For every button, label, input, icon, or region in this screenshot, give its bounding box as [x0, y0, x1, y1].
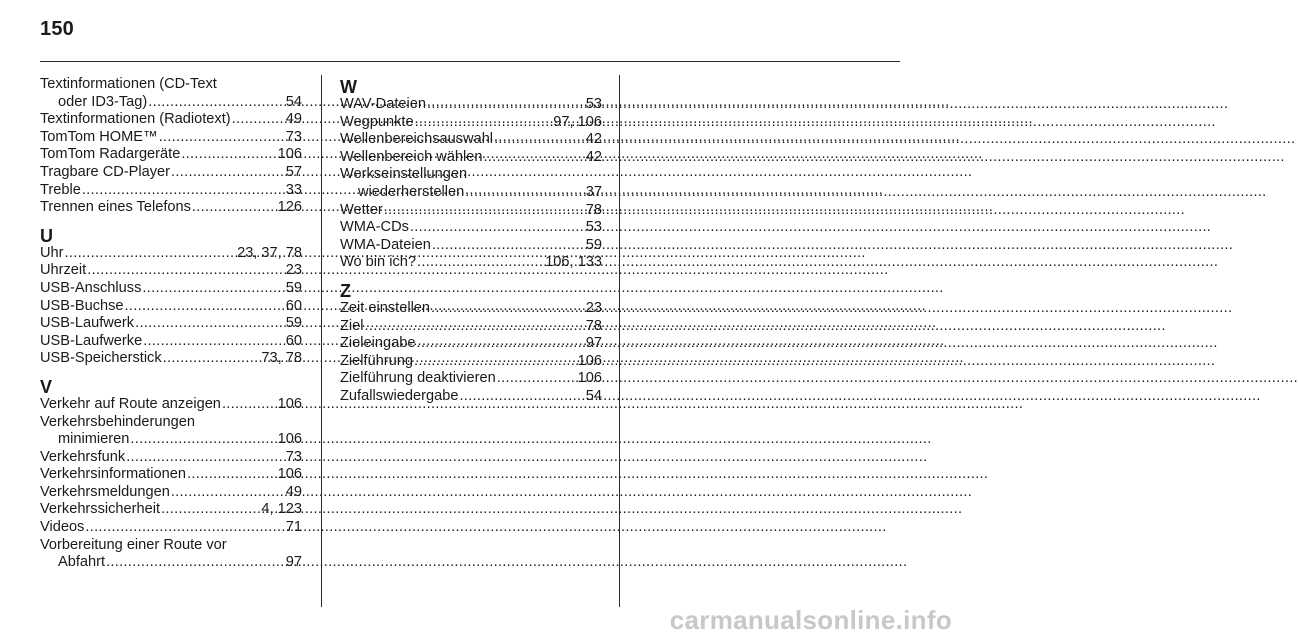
page-reference[interactable]: 49 — [285, 111, 302, 128]
index-term: Zielführung — [340, 352, 414, 369]
leader-dots — [161, 501, 260, 519]
index-entry[interactable] — [40, 76, 302, 111]
index-term: Zufallswiedergabe — [340, 387, 459, 404]
index-term: oder ID3-Tag) — [58, 93, 148, 110]
index-entry[interactable] — [40, 111, 302, 129]
index-term: Uhrzeit — [40, 262, 87, 279]
page-reference[interactable]: 73 — [285, 128, 302, 145]
index-term: WAV-Dateien — [340, 96, 426, 112]
index-entry[interactable] — [340, 96, 602, 114]
index-column-1 — [40, 76, 302, 572]
page-reference[interactable]: 78 — [585, 317, 602, 334]
leader-dots — [232, 111, 285, 129]
page-reference[interactable]: 42 — [585, 131, 602, 148]
leader-dots — [427, 96, 585, 114]
index-entry[interactable] — [340, 149, 602, 167]
page-reference[interactable]: 78 — [585, 201, 602, 218]
index-entry[interactable] — [40, 350, 302, 368]
leader-dots — [432, 237, 585, 255]
index-entry[interactable] — [340, 318, 602, 336]
page-reference[interactable]: 59 — [285, 315, 302, 332]
leader-dots — [410, 219, 585, 237]
leader-dots — [497, 370, 577, 388]
section-letter: Z — [340, 280, 351, 301]
index-entry[interactable] — [40, 182, 302, 200]
leader-dots — [126, 449, 285, 467]
page-reference[interactable]: 106 — [577, 352, 602, 369]
index-entry[interactable] — [40, 280, 302, 298]
index-term: Trennen eines Telefons — [40, 199, 191, 216]
leader-dots — [125, 298, 285, 316]
page-reference[interactable]: 53 — [585, 219, 602, 236]
index-term: Verkehrsinformationen — [40, 466, 187, 483]
page-reference[interactable]: 53 — [585, 96, 602, 112]
index-entry[interactable] — [40, 537, 302, 572]
page-reference[interactable]: 54 — [285, 93, 302, 110]
leader-dots — [171, 484, 285, 502]
index-entry[interactable] — [340, 166, 602, 201]
watermark: carmanualsonline.info — [669, 605, 952, 635]
index-entry[interactable] — [340, 131, 602, 149]
column-divider — [321, 75, 322, 607]
index-term: Verkehrssicherheit — [40, 501, 161, 518]
index-term: WMA-Dateien — [340, 236, 431, 253]
leader-dots — [222, 396, 277, 414]
leader-dots — [187, 466, 277, 484]
page-reference[interactable]: 57 — [285, 163, 302, 180]
index-entry[interactable] — [40, 414, 302, 449]
leader-dots — [130, 431, 276, 449]
page-reference[interactable]: 59 — [585, 236, 602, 253]
index-column-2 — [340, 76, 602, 406]
index-term: Verkehr auf Route anzeigen — [40, 395, 221, 412]
leader-dots — [148, 94, 285, 112]
index-term: WMA-CDs — [340, 219, 409, 236]
index-entry[interactable] — [40, 129, 302, 147]
page-reference[interactable]: 23 — [285, 262, 302, 279]
index-entry[interactable] — [340, 202, 602, 220]
index-entry[interactable] — [340, 335, 602, 353]
index-entry[interactable] — [340, 300, 602, 318]
index-term: Wetter — [340, 201, 383, 218]
index-entry[interactable] — [340, 388, 602, 406]
index-term: Wegpunkte — [340, 113, 414, 130]
page-reference[interactable]: 106 — [277, 466, 302, 483]
index-term: Verkehrsfunk — [40, 448, 126, 465]
leader-dots — [87, 262, 285, 280]
leader-dots — [143, 333, 285, 351]
page-reference[interactable]: 126 — [277, 199, 302, 216]
index-entry[interactable] — [40, 315, 302, 333]
page-reference[interactable]: 59 — [285, 279, 302, 296]
leader-dots — [416, 335, 584, 353]
index-term: Textinformationen (CD-Text — [40, 76, 217, 92]
leader-dots — [159, 129, 285, 147]
leader-dots — [365, 318, 585, 336]
leader-dots — [85, 519, 284, 537]
page-reference[interactable]: 42 — [585, 148, 602, 165]
index-entry[interactable] — [40, 245, 302, 263]
index-term: wiederherstellen — [358, 183, 465, 200]
index-term: Verkehrsmeldungen — [40, 483, 170, 500]
index-entry[interactable] — [340, 219, 602, 237]
leader-dots — [192, 199, 277, 217]
index-term: USB-Buchse — [40, 297, 124, 314]
index-entry[interactable] — [40, 519, 302, 537]
index-term: TomTom Radargeräte — [40, 146, 181, 163]
index-term: Vorbereitung einer Route vor — [40, 536, 227, 553]
index-term: USB-Speicherstick — [40, 350, 162, 367]
page-reference[interactable]: 106 — [277, 395, 302, 412]
index-term: Zeit einstellen — [340, 299, 431, 316]
column-divider — [619, 75, 620, 607]
leader-dots — [135, 315, 285, 333]
page-reference[interactable]: 60 — [285, 297, 302, 314]
index-term: Wellenbereich wählen — [340, 148, 483, 165]
index-term: Zieleingabe — [340, 335, 416, 352]
index-term: Uhr — [40, 244, 64, 261]
header-rule — [40, 61, 900, 62]
index-term: Textinformationen (Radiotext) — [40, 111, 231, 128]
page-reference[interactable]: 60 — [285, 332, 302, 349]
leader-dots — [459, 388, 584, 406]
page-reference[interactable]: 106 — [277, 146, 302, 163]
leader-dots — [484, 149, 585, 167]
page-reference[interactable]: 54 — [585, 387, 602, 404]
index-term: Videos — [40, 519, 85, 536]
leader-dots — [171, 164, 285, 182]
leader-dots — [65, 245, 237, 263]
leader-dots — [417, 254, 544, 272]
index-entry[interactable] — [40, 164, 302, 182]
page-reference[interactable]: 23 — [585, 299, 602, 316]
leader-dots — [82, 182, 285, 200]
section-letter: W — [340, 77, 357, 97]
index-entry[interactable] — [340, 254, 602, 272]
leader-dots — [414, 353, 577, 371]
index-entry[interactable] — [40, 333, 302, 351]
index-entry[interactable] — [40, 199, 302, 217]
index-term: USB-Laufwerk — [40, 315, 135, 332]
page-reference[interactable]: 49 — [285, 483, 302, 500]
page-reference[interactable]: 106 — [577, 370, 602, 387]
index-term: USB-Anschluss — [40, 279, 142, 296]
page-reference[interactable]: 106, 133 — [545, 254, 602, 271]
leader-dots — [415, 114, 553, 132]
index-entry[interactable] — [40, 484, 302, 502]
index-entry[interactable] — [40, 396, 302, 414]
index-entry[interactable] — [40, 466, 302, 484]
index-entry[interactable] — [40, 449, 302, 467]
index-entry[interactable] — [40, 146, 302, 164]
page-reference[interactable]: 37 — [585, 183, 602, 200]
section-letter: V — [40, 376, 53, 397]
leader-dots — [494, 131, 585, 149]
index-entry[interactable] — [340, 353, 602, 371]
section-letter: U — [40, 225, 53, 246]
leader-dots — [384, 202, 585, 220]
index-term: Werkseinstellungen — [340, 166, 468, 183]
index-entry[interactable] — [340, 237, 602, 255]
index-term: USB-Laufwerke — [40, 332, 143, 349]
index-term: Abfahrt — [58, 554, 106, 571]
page-reference[interactable]: 23, 37, 78 — [237, 244, 302, 261]
index-term: Zielführung deaktivieren — [340, 370, 496, 387]
page-reference[interactable]: 97 — [285, 554, 302, 571]
page-number: 150 — [40, 18, 74, 40]
page-reference[interactable]: 71 — [285, 519, 302, 536]
page-reference[interactable]: 97 — [585, 335, 602, 352]
index-term: Ziel — [340, 317, 364, 334]
index-entry[interactable] — [40, 501, 302, 519]
index-term: Treble — [40, 181, 81, 198]
leader-dots — [106, 554, 285, 572]
index-term: minimieren — [58, 431, 130, 448]
leader-dots — [465, 184, 584, 202]
index-entry[interactable] — [40, 262, 302, 280]
index-term: Wo bin ich? — [340, 254, 416, 271]
leader-dots — [431, 300, 585, 318]
index-entry[interactable] — [340, 370, 602, 388]
index-term: Wellenbereichsauswahl — [340, 131, 494, 148]
page-reference[interactable]: 4, 123 — [261, 501, 302, 518]
page-reference[interactable]: 33 — [285, 181, 302, 198]
index-term: TomTom HOME™ — [40, 128, 158, 145]
page-reference[interactable]: 73 — [285, 448, 302, 465]
leader-dots — [142, 280, 284, 298]
index-entry[interactable] — [40, 298, 302, 316]
index-term: Verkehrsbehinderungen — [40, 413, 195, 430]
index-term: Tragbare CD-Player — [40, 163, 171, 180]
page-reference[interactable]: 73, 78 — [261, 350, 302, 367]
leader-dots — [181, 146, 276, 164]
index-entry[interactable] — [340, 114, 602, 132]
page-reference[interactable]: 97, 106 — [553, 113, 602, 130]
leader-dots — [163, 350, 261, 368]
page-reference[interactable]: 106 — [277, 431, 302, 448]
